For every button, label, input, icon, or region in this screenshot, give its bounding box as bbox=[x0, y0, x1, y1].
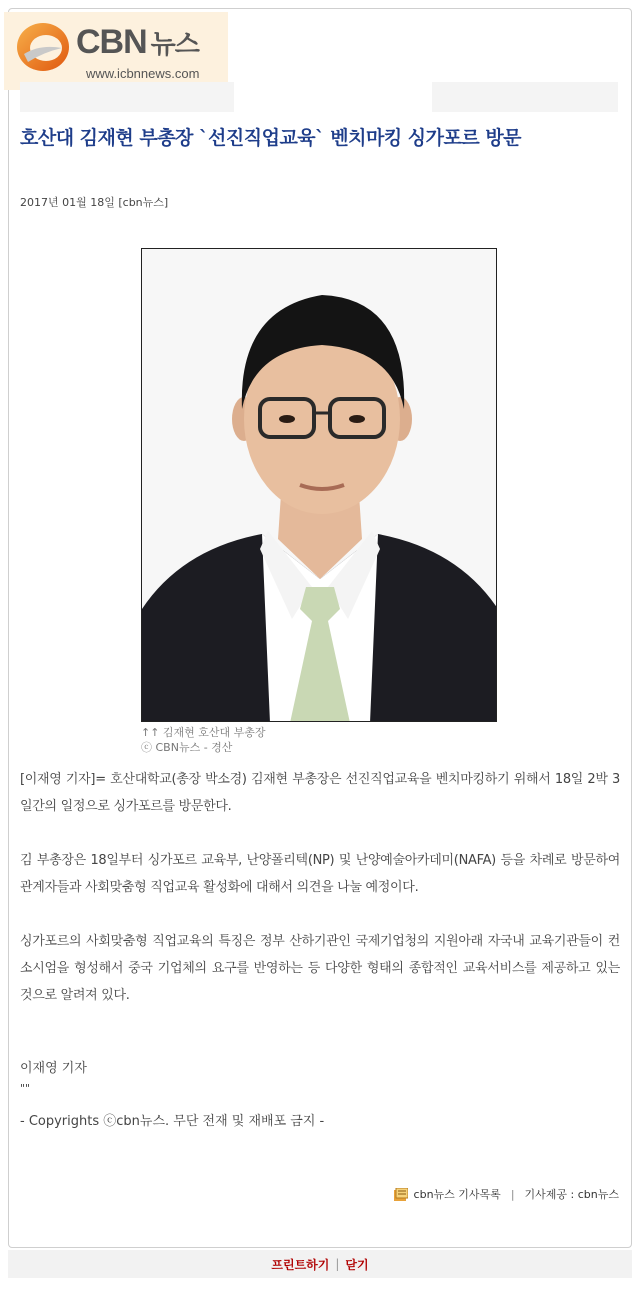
header-bar-right bbox=[432, 82, 618, 112]
copyright-notice: - Copyrights ⓒcbn뉴스. 무단 전재 및 재배포 금지 - bbox=[20, 1114, 325, 1129]
footer-links bbox=[394, 1186, 619, 1202]
portrait-image bbox=[142, 249, 497, 722]
bar-divider: | bbox=[335, 1257, 340, 1271]
quote-mark: "" bbox=[20, 1082, 31, 1095]
close-button[interactable]: 닫기 bbox=[345, 1257, 369, 1272]
print-button[interactable]: 프린트하기 bbox=[271, 1257, 330, 1272]
logo-wordmark bbox=[76, 24, 199, 62]
logo-text: CBN bbox=[76, 23, 147, 61]
article-meta: 2017년 01월 18일 [cbn뉴스] bbox=[20, 196, 169, 209]
paragraph: [이재영 기자]= 호산대학교(총장 박소경) 김재현 부총장은 선진직업교육을 벤치마킹하기 위해서 18일 2박 3일간의 일정으로 싱가포르를 방문한다. bbox=[20, 772, 620, 814]
caption-line2: ⓒ CBN뉴스 - 경산 bbox=[141, 741, 233, 754]
reporter-name: 이재영 기자 bbox=[20, 1061, 87, 1076]
footer-divider: | bbox=[510, 1187, 515, 1201]
site-logo[interactable] bbox=[4, 12, 228, 90]
article-photo bbox=[141, 248, 497, 722]
paragraph: 김 부총장은 18일부터 싱가포르 교육부, 난양폴리텍(NP) 및 난양예술아카데미(NAFA) 등을 차례로 방문하여 관계자들과 사회맞춤형 직업교육 활성화에 대해서 의견을 나눌 예정이다. bbox=[20, 853, 620, 895]
header-bar-left bbox=[20, 82, 234, 112]
logo-url: www.icbnnews.com bbox=[86, 66, 200, 81]
paragraph: 싱가포르의 사회맞춤형 직업교육의 특징은 정부 산하기관인 국제기업청의 지원아래 자국내 교육기관들이 컨소시엄을 형성해서 중국 기업체의 요구를 반영하는 등 다양한 형태의 종합적인 교육서비스를 제공하고 있는 것으로 알려져 있다. bbox=[20, 934, 620, 1003]
article-provider: 기사제공 : cbn뉴스 bbox=[524, 1188, 619, 1201]
article-title: 호산대 김재현 부총장 `선진직업교육` 벤치마킹 싱가포르 방문 bbox=[20, 127, 522, 149]
caption-line1: ↑↑ 김재현 호산대 부총장 bbox=[141, 726, 266, 739]
article-body bbox=[20, 766, 620, 1036]
photo-caption bbox=[141, 725, 266, 755]
bottom-action-bar bbox=[8, 1250, 632, 1278]
logo-swirl-icon bbox=[14, 18, 72, 76]
logo-kr: 뉴스 bbox=[150, 29, 199, 59]
article-list-icon bbox=[394, 1188, 408, 1201]
article-list-link[interactable]: cbn뉴스 기사목록 bbox=[413, 1188, 501, 1201]
